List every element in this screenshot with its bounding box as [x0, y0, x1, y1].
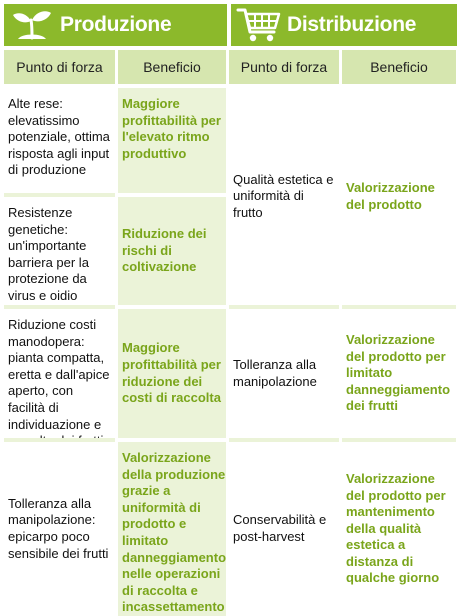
table-body: [4, 50, 457, 616]
table-cell: Riduzione dei rischi di coltivazione: [118, 197, 226, 305]
column-header: Punto di forza: [229, 50, 339, 84]
section-headers: [4, 4, 457, 46]
table-cell: Valorizzazione del prodotto: [342, 88, 456, 305]
seedling-icon: [4, 4, 60, 46]
column-distribution-benefit: [342, 50, 456, 616]
table-cell: Tolleranza alla manipolazione: epicarpo poco sensibile dei frutti: [4, 442, 115, 616]
table-cell: Valorizzazione del prodotto per mantenimento della qualità estetica a distanza di qualche giorno: [342, 442, 456, 616]
table-cell: Valorizzazione della produzione grazie a uniformità di prodotto e limitato danneggiamento nelle operazioni di raccolta e incassettamento: [118, 442, 226, 616]
table-cell: Tolleranza alla manipolazione: [229, 309, 339, 438]
column-production-benefit: [118, 50, 226, 616]
table-cell: Resistenze genetiche: un'importante barriera per la protezione da virus e oidio: [4, 197, 115, 305]
table-cell: Alte rese: elevatissimo potenziale, ottima risposta agli input di produzione: [4, 88, 115, 193]
table-cell: Maggiore profittabilità per l'elevato ritmo produttivo: [118, 88, 226, 193]
table-cell: Qualità estetica e uniformità di frutto: [229, 88, 339, 305]
table-cell: Riduzione costi manodopera: pianta compatta, eretta e dall'apice aperto, con facilità di individuazione e: [4, 309, 115, 438]
section-header-distribuzione: [231, 4, 457, 46]
column-header: Beneficio: [118, 50, 226, 84]
column-header: Beneficio: [342, 50, 456, 84]
table-cell: Conservabilità e post-harvest: [229, 442, 339, 616]
table-cell: Maggiore profittabilità per riduzione dei costi di raccolta: [118, 309, 226, 438]
column-distribution-strength: [229, 50, 339, 616]
column-production-strength: [4, 50, 115, 616]
section-title: Produzione: [60, 13, 172, 36]
column-header: Punto di forza: [4, 50, 115, 84]
section-header-produzione: [4, 4, 227, 46]
section-title: Distribuzione: [287, 13, 417, 36]
table-cell: Valorizzazione del prodotto per limitato danneggiamento dei frutti: [342, 309, 456, 438]
shopping-cart-icon: [231, 4, 287, 46]
